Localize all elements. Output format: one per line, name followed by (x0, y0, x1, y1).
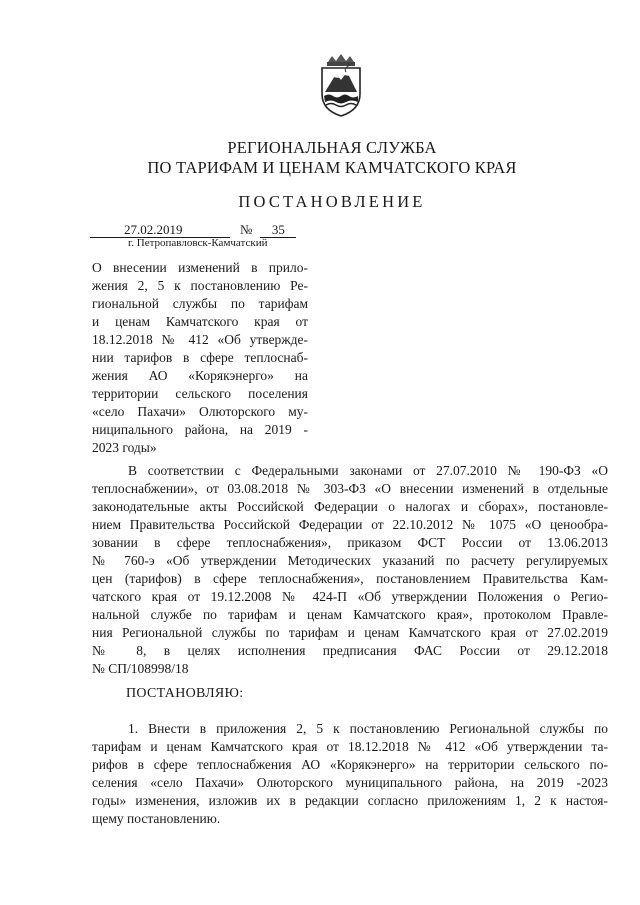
preamble-line: зовании в сфере теплоснабжения», приказом ФСТ России от 13.06.2013 (92, 535, 608, 550)
org-title-line2: ПО ТАРИФАМ И ЦЕНАМ КАМЧАТСКОГО КРАЯ (147, 158, 517, 177)
coat-of-arms-emblem (316, 52, 366, 118)
document-number: 35 (260, 223, 296, 238)
subject-line: «село Пахачи» Олюторского му- (92, 404, 308, 419)
date-number-line (90, 222, 296, 238)
item-line: 1. Внести в приложения 2, 5 к постановлению Региональной службы по (128, 721, 608, 736)
preamble-line: № 760-э «Об утверждении Методических указаний по расчету регулируемых (92, 553, 608, 568)
preamble-line: В соответствии с Федеральными законами от 27.07.2010 № 190-ФЗ «О (128, 463, 608, 478)
preamble-paragraph (92, 462, 608, 678)
subject-line: жения АО «Корякэнерго» на (92, 368, 308, 383)
subject-line: нии тарифов в сфере теплоснаб- (92, 350, 308, 365)
subject-line: гиональной службы по тарифам (92, 296, 308, 311)
subject-line: О внесении изменений в прило- (92, 260, 308, 275)
subject-line: и ценам Камчатского края от (92, 314, 308, 329)
preamble-line: ния Региональной службы по тарифам и ценам Камчатского края от 27.02.2019 (92, 625, 608, 640)
subject-line: ниципального района, на 2019 - (92, 422, 308, 437)
item-1-paragraph (92, 720, 608, 828)
preamble-line: чатского края от 19.12.2008 № 424-П «Об утверждении Положения о Регио- (92, 589, 608, 604)
preamble-line: № СП/108998/18 (92, 661, 189, 676)
item-line: тарифам и ценам Камчатского края от 18.12.2018 № 412 «Об утверждении та- (92, 739, 608, 754)
subject-line: 18.12.2018 № 412 «Об утвержде- (92, 332, 308, 347)
subject-line: 2023 годы» (92, 440, 157, 455)
preamble-line: законодательные акты Российской Федерации о налогах и сборах», постановле- (92, 499, 608, 514)
preamble-line: цен (тарифов) в сфере теплоснабжения», постановлением Правительства Кам- (92, 571, 608, 586)
preamble-line: № 8, в целях исполнения предписания ФАС России от 29.12.2018 (92, 643, 608, 658)
preamble-line: нальной службе по тарифам и ценам Камчатского края», протоколом Правле- (92, 607, 608, 622)
preamble-line: теплоснабжении», от 03.08.2018 № 303-ФЗ «О внесении изменений в отдельные (92, 481, 608, 496)
item-line: щему постановлению. (92, 811, 221, 826)
item-line: рифов в сфере теплоснабжения АО «Корякэнерго» на территории сельского по- (92, 757, 608, 772)
number-sign: № (240, 222, 253, 237)
item-line: селения «село Пахачи» Олюторского муниципального района, на 2019 -2023 (92, 775, 608, 790)
org-title-line1: РЕГИОНАЛЬНАЯ СЛУЖБА (227, 138, 437, 157)
subject-line: жения 2, 5 к постановлению Ре- (92, 278, 308, 293)
subject-line: территории сельского поселения (92, 386, 308, 401)
item-line: годы» изменения, изложив их в редакции согласно приложениям 1, 2 к настоя- (92, 793, 608, 808)
document-city: г. Петропавловск-Камчатский (128, 237, 268, 249)
document-type-title: ПОСТАНОВЛЕНИЕ (238, 192, 426, 211)
document-date: 27.02.2019 (90, 223, 230, 238)
resolve-heading: ПОСТАНОВЛЯЮ: (126, 686, 244, 701)
preamble-line: нием Правительства Российской Федерации от 22.10.2012 № 1075 «О ценообра- (92, 517, 608, 532)
document-subject (92, 259, 308, 457)
